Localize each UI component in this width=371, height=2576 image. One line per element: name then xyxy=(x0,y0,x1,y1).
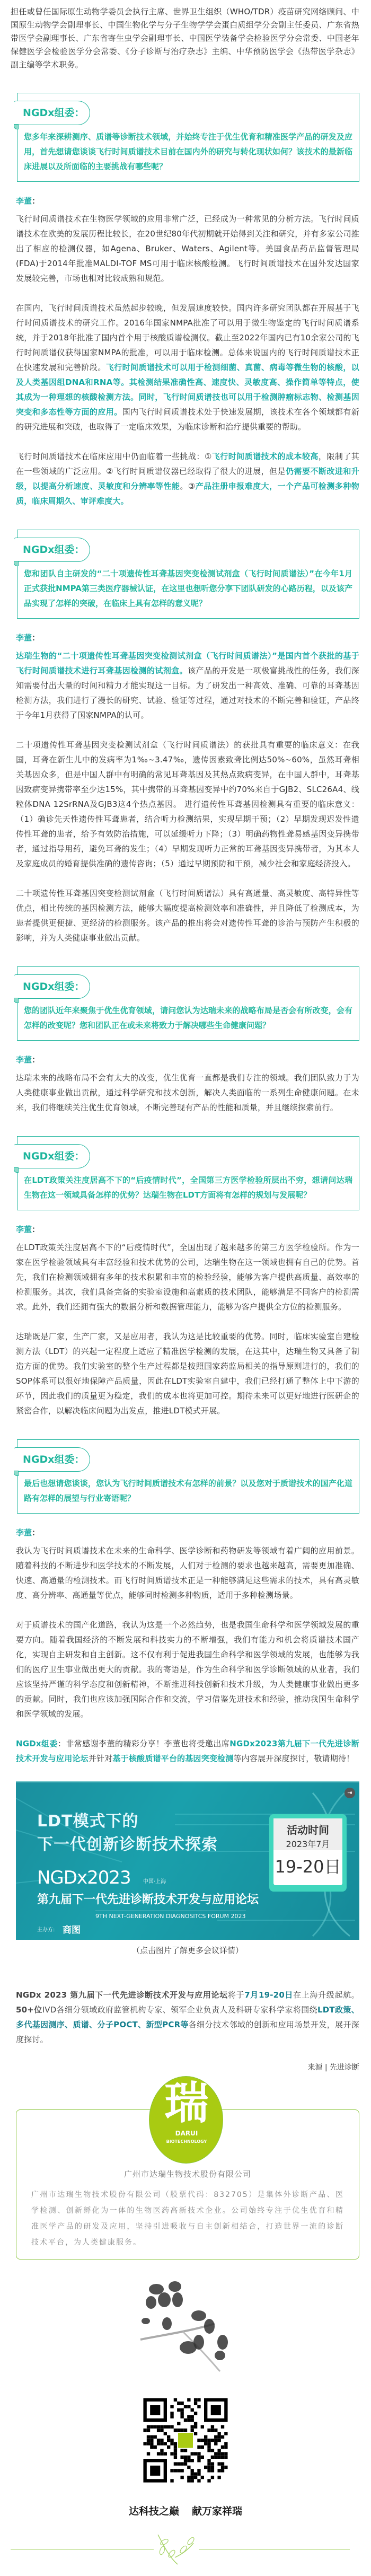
qr-module xyxy=(187,2459,190,2462)
qr-module xyxy=(191,2415,194,2418)
qr-module xyxy=(194,2402,197,2405)
tab-curl-decoration xyxy=(14,998,19,1003)
qr-module xyxy=(194,2452,197,2455)
qr-module xyxy=(224,2442,227,2445)
qr-module xyxy=(197,2456,200,2459)
paragraph xyxy=(16,212,359,286)
speaker-label xyxy=(16,194,359,208)
speaker-colon: ： xyxy=(32,1055,40,1065)
text-segment: 在国内，飞行时间质谱技术虽然起步较晚，但发展速度较快。国内许多研究团队都在开展基于飞行时间质谱技术的研究工作。2016年国家NMPA批准了可以用于微生物鉴定的飞行时间质谱系统，并于2018年批准了国内首个用于核酸质谱检测仪。截止至2022年国内已有10余家公司的飞行时间质谱仪获得国家NMPA的批准，可以用于临床检测。总体来说国内的飞行时间质谱技术正在快速发展和完善阶段。 xyxy=(16,303,359,372)
qr-module xyxy=(204,2442,207,2445)
qr-module xyxy=(178,2433,193,2448)
qr-module xyxy=(191,2429,194,2432)
qr-module xyxy=(217,2476,220,2479)
qr-module xyxy=(201,2439,204,2442)
text-segment: 国内飞行时间质谱技术处于快速发展期，该技术在各个领域都有新的研究进展和突破，也取得了一定临床效果，为临床诊断和治疗提供重要的帮助。 xyxy=(16,407,359,432)
qr-module xyxy=(214,2442,217,2445)
question-label-tab: NGDx组委： xyxy=(14,1144,90,1168)
qr-module xyxy=(191,2425,194,2428)
qr-module xyxy=(157,2452,160,2455)
qr-module xyxy=(167,2425,170,2428)
bio-paragraph xyxy=(11,5,359,72)
text-segment: IVD各细分领域政府监管机构专家、领军企业负责人及科研专家科学家将围绕 xyxy=(42,2005,317,2015)
qr-module xyxy=(164,2432,167,2435)
speaker-name: 李董 xyxy=(16,1055,32,1065)
qr-module xyxy=(150,2405,160,2415)
text-segment: 各细分技术邻域的创新和应用场景开发，展开深度探讨。 xyxy=(16,2020,360,2044)
qr-module xyxy=(147,2435,150,2438)
qr-module xyxy=(211,2469,214,2472)
leaf-branch-icon xyxy=(154,2534,196,2565)
qr-module xyxy=(170,2415,173,2418)
banner-caption: （点击图片了解更多会议详情） xyxy=(131,1946,243,1955)
event-days: 19-20日 xyxy=(275,1857,341,1877)
qr-module xyxy=(221,2466,224,2469)
slogan xyxy=(0,2503,371,2518)
qr-module xyxy=(194,2425,197,2428)
interview-question-box xyxy=(17,1136,359,1210)
qr-module xyxy=(184,2449,187,2452)
tab-curl-decoration xyxy=(14,561,19,566)
question-text: 您和团队自主研发的“二十项遗传性耳聋基因突变检测试剂盒（飞行时间质谱法）”在今年1月正式获批NMPA第三类医疗器械认证，在这里也想听您分享下团队研发的心路历程，以及该产品实现了怎样的突破，在临床上具有怎样的意义呢？ xyxy=(24,569,352,608)
qr-module xyxy=(197,2405,200,2408)
qr-module xyxy=(164,2425,167,2428)
qr-module xyxy=(184,2405,187,2408)
qr-module xyxy=(221,2446,224,2449)
qr-module xyxy=(170,2425,173,2428)
speaker-colon: ： xyxy=(32,196,40,206)
emphasized-text: LDT政策、多代基因测序、质谱、分子POCT、新型PCR等 xyxy=(16,2005,359,2029)
logo-character: 瑞 xyxy=(164,2077,209,2129)
qr-module xyxy=(187,2398,190,2401)
qr-module xyxy=(174,2469,177,2472)
qr-module xyxy=(217,2469,220,2472)
qr-module xyxy=(180,2476,183,2479)
qr-module xyxy=(150,2439,153,2442)
paragraph xyxy=(16,1543,359,1603)
qr-module xyxy=(217,2435,220,2438)
qr-module xyxy=(154,2446,157,2449)
qr-module xyxy=(197,2452,200,2455)
qr-module xyxy=(197,2398,200,2401)
interview-question-box xyxy=(17,966,359,1041)
text-segment: 达瑞未来的战略布局不会有太大的改变，优生优育一直都是我们专注的领域。我们团队致力于为人类健康事业做出贡献，通过科学研究和技术创新，解决人类面临的一系列生命健康问题。在未来，我们将继续关注优生优育领域，不断完善现有产品的性能和质量，并且继续探索前行。 xyxy=(16,1073,359,1112)
qr-module xyxy=(207,2462,210,2465)
qr-module xyxy=(167,2446,170,2449)
text-segment: 担任或曾任国际原生动物学委员会执行主席、世界卫生组织（WHO/TDR）疫苗研究网络顾问、中国原生动物学会副理事长、中国生物化学与分子生物学学会蛋白质组学分会副主任委员、广东省热带医学会副理事长、广东省寄生虫学会副理事长、中国医学装备学会检验医学分会常委、中国老年保健医学会检验医学分会常委、《分子诊断与治疗杂志》主编、中华预防医学会《热带医学杂志》副主编等学术职务。 xyxy=(11,7,359,69)
question-label-tab: NGDx组委： xyxy=(14,974,90,999)
qr-module xyxy=(180,2462,183,2465)
qr-module xyxy=(167,2435,170,2438)
qr-module xyxy=(197,2459,200,2462)
qr-module xyxy=(180,2429,183,2432)
qr-module xyxy=(184,2419,187,2422)
slogan-left: 达科技之巅 xyxy=(128,2505,179,2517)
text-segment: 在上海升级起航。 xyxy=(293,1990,359,2000)
company-description: 广州市达瑞生物技术股份有限公司（股票代码：832705）是集体外诊断产品、医学检测、创新孵化为一体的生物医药高新技术企业。公司始终专注于优生优育和精准医学产品的研发及应用，坚持引进吸收与自主创新相结合，打造世界一流的诊断技术平台，为人类健康服务。 xyxy=(31,2191,344,2247)
leaf-divider xyxy=(0,2534,371,2565)
qr-module xyxy=(207,2479,210,2482)
speaker-colon: ： xyxy=(32,1225,40,1234)
qr-module xyxy=(221,2469,224,2472)
qr-module xyxy=(217,2432,220,2435)
qr-module xyxy=(211,2449,214,2452)
qr-module xyxy=(194,2412,197,2415)
text-segment: 将于 xyxy=(227,1990,245,2000)
open-link-icon[interactable]: ⇥ xyxy=(344,1788,355,1798)
qr-module xyxy=(191,2469,194,2472)
slogan-right: 献万家祥瑞 xyxy=(192,2505,243,2517)
qr-module xyxy=(174,2446,177,2449)
qr-module xyxy=(197,2472,200,2475)
text-segment: 飞行时间质谱技术在生物医学领域的应用非常广泛，已经成为一种常见的分析方法。飞行时间质谱技术在欧美的发展历程比较长，在20世纪80年代初期就开始得到关注和研究，并有多家公司推出了相应的检测仪器，如Agena、Bruker、Waters、Agilent等。美国食品药品监督管理局(FDA)于2014年批准MALDI-TOF MS可用于临床核酸检测。飞行时间质谱技术在国外发达国家发展较完善，市场也相对比较成熟和规范。 xyxy=(16,214,359,283)
logo-text: DARUI xyxy=(175,2130,198,2137)
qr-module xyxy=(174,2442,177,2445)
highlighted-text: NGDx2023第九届下一代先进诊断技术开发与应用论坛 xyxy=(16,1739,360,1763)
company-name: 广州市达瑞生物技术股份有限公司 xyxy=(123,2169,251,2179)
qr-module xyxy=(204,2466,207,2469)
question-text: 在LDT政策关注度居高不下的“后疫情时代”，全国第三方医学检验所层出不穷，想请问达瑞生物在这一领域具备怎样的优势？达瑞生物在LDT方面将有怎样的规划与发展呢？ xyxy=(24,1175,352,1200)
highlighted-text: 仍需要不断改进和升级，以提高分析速度、灵敏度和分辨率等性能 xyxy=(16,467,359,491)
paragraph xyxy=(16,648,359,723)
interview-question-box xyxy=(17,530,359,619)
qr-module xyxy=(143,2429,146,2432)
banner-organizer-label: 主办方: xyxy=(37,1927,55,1933)
qr-module xyxy=(180,2402,183,2405)
paragraph xyxy=(16,1617,359,1721)
qr-code-icon[interactable] xyxy=(143,2385,228,2496)
qr-module xyxy=(143,2442,146,2445)
interview-question-box xyxy=(17,1439,359,1514)
qr-module xyxy=(217,2456,220,2459)
qr-module xyxy=(147,2439,150,2442)
qr-module xyxy=(217,2452,220,2455)
qr-module xyxy=(214,2452,217,2455)
qr-module xyxy=(221,2452,224,2455)
qr-module xyxy=(184,2456,187,2459)
qr-module xyxy=(197,2439,200,2442)
text-segment: 在LDT政策关注度居高不下的“后疫情时代”，全国出现了越来越多的第三方医学检验所。作为一家在医学检验领域具有丰富经验和技术优势的公司，达瑞生物在这一领域也拥有自己的优势。首先，我们在检测领域拥有多年的技术积累和丰富的检验经验，能够为客户提供高质量、高效率的检测服务。其次，我们具备完备的实验室设施和高素质的技术团队，能够满足不同客户的检测需求。此外，我们还拥有强大的数据分析和数据管理能力，能够为客户提供全方位的检测服务。 xyxy=(16,1243,359,1312)
qr-module xyxy=(177,2469,180,2472)
speaker-name: 李董 xyxy=(16,196,32,206)
qr-module xyxy=(177,2402,180,2405)
speaker-name: 李董 xyxy=(16,1528,32,1537)
footer xyxy=(0,2260,371,2565)
forum-intro-paragraph xyxy=(16,1988,359,2047)
banner-headline-2: 下一代创新诊断技术探索 xyxy=(37,1835,218,1854)
highlighted-text: 飞行时间质谱技术可以用于检测细菌、真菌、病毒等微生物的核酸，以及人类基因组DNA和RNA等。其检测结果准确性高、速度快、灵敏度高、操作简单等特点，使其成为一种理想的核酸检测方法。同时，飞行时间质谱技也可以用于检测肿瘤标志物、检测基因突变和多态性等方面的应用。 xyxy=(16,363,359,417)
qr-module xyxy=(160,2439,163,2442)
qr-module xyxy=(170,2442,173,2445)
question-label-tab: NGDx组委： xyxy=(14,538,90,562)
qr-module xyxy=(157,2442,160,2445)
qr-code[interactable] xyxy=(0,2385,371,2498)
divider-line-left xyxy=(11,2549,154,2550)
text-segment: 二十项遗传性耳聋基因突变检测试剂盒（飞行时间质谱法）具有高通量、高灵敏度、高特异性等优点，相比传统的基因检测方法，能够大幅度提高检测效率和准确性，并且降低了检测成本，为患者提供更便捷、更经济的检测服务。该产品的推出将会对遗传性耳聋的诊治与预防产生积极的影响，并为人类健康事业做出贡献。 xyxy=(16,889,359,943)
qr-module xyxy=(187,2476,190,2479)
qr-module xyxy=(164,2452,167,2455)
event-label: 活动时间 xyxy=(273,1818,342,1838)
qr-module xyxy=(157,2439,160,2442)
qr-module xyxy=(201,2425,204,2428)
qr-module xyxy=(170,2439,173,2442)
qr-module xyxy=(207,2449,210,2452)
qr-module xyxy=(221,2462,224,2465)
paragraph xyxy=(16,449,359,508)
speaker-name: 李董 xyxy=(16,633,32,643)
highlighted-text: 飞行时间质谱技术的成本较高 xyxy=(211,452,319,461)
banner-organizer: 商图 xyxy=(63,1925,81,1936)
qr-module xyxy=(207,2429,210,2432)
qr-module xyxy=(194,2472,197,2475)
qr-module xyxy=(194,2398,197,2401)
paragraph xyxy=(16,1070,359,1115)
qr-module xyxy=(197,2446,200,2449)
qr-module xyxy=(191,2479,194,2482)
qr-module xyxy=(150,2446,153,2449)
text-segment: 该产品的开发是一项极富挑战性的任务，我们深知需要付出大量的时间和精力才能实现这一目标。为了研发出一种高效、准确、可靠的耳聋基因检测方法，我们进行了漫长的研究、试验、验证等过程，通过对技术的不断完善和验证，产品终于今年1月获得了国家NMPA的认可。 xyxy=(16,666,360,720)
qr-module xyxy=(217,2462,220,2465)
qr-module xyxy=(191,2476,194,2479)
divider-line-right xyxy=(199,2549,350,2550)
qr-module xyxy=(214,2429,217,2432)
qr-module xyxy=(180,2412,183,2415)
qr-module xyxy=(224,2432,227,2435)
qr-module xyxy=(224,2466,227,2469)
qr-module xyxy=(211,2476,214,2479)
qr-module xyxy=(177,2429,180,2432)
qr-module xyxy=(160,2429,163,2432)
qr-module xyxy=(187,2415,190,2418)
speaker-label xyxy=(16,1222,359,1237)
speaker-colon: ： xyxy=(32,1528,40,1537)
text-segment: 我认为飞行时间质谱技术在未来的生命科学、医学诊断和药物研发等领域有着广阔的应用前景。随着科技的不断进步和医学技术的不断发展，人们对于检测的要求也越来越高，需要更加准确、快速、高通量的检测技术。而飞行时间质谱技术正是一种能够满足这些需求的技术，具有高灵敏度、高分辨率、高通量等优点，能够同时检测多种物质，适用于多种检测场景。 xyxy=(16,1546,359,1600)
qr-module xyxy=(191,2419,194,2422)
qr-module xyxy=(204,2435,207,2438)
qr-module xyxy=(160,2449,163,2452)
text-segment: 。③ xyxy=(180,481,196,491)
speaker-colon: ： xyxy=(32,633,40,643)
speaker-label xyxy=(16,630,359,645)
event-date-calendar xyxy=(269,1814,347,1892)
qr-module xyxy=(147,2429,150,2432)
qr-module xyxy=(157,2425,160,2428)
paragraph xyxy=(16,1736,359,1766)
qr-module xyxy=(221,2435,224,2438)
qr-module xyxy=(207,2442,210,2445)
qr-module xyxy=(184,2462,187,2465)
qr-module xyxy=(194,2422,197,2425)
highlighted-text: 基于核酸质谱平台的基因突变检测 xyxy=(112,1754,234,1763)
event-month: 2023年7月 xyxy=(273,1838,342,1850)
qr-module xyxy=(211,2429,214,2432)
qr-module xyxy=(147,2442,150,2445)
qr-module xyxy=(154,2425,157,2428)
text-segment: 对于质谱技术的国产化道路，我认为这是一个必然趋势，也是我国生命科学和医学领域发展的重要方向。随着我国经济的不断发展和科技实力的不断增强，我们有能力和机会将质谱技术国产化，实现自主研发和自主创新。这不仅有利于促进我国生命科学和医学领域的发展，也能够为我们的医疗卫生事业做出更大的贡献。我的寄语是，作为生命科学和医学诊断领域的从业者，我们应该坚持严谨的科学态度和创新精神，不断推进科技创新和技术升级，为人类健康事业做出更多的贡献。同时，我们也应该加强国际合作和交流，学习借鉴先进技术和经验，推动我国生命科学和医学领域的发展。 xyxy=(16,1620,359,1719)
qr-module xyxy=(150,2425,153,2428)
qr-module xyxy=(174,2449,177,2452)
question-label-tab: NGDx组委： xyxy=(14,1447,90,1472)
qr-module xyxy=(191,2459,194,2462)
paragraph xyxy=(16,1240,359,1314)
qr-module xyxy=(180,2415,183,2418)
qr-module xyxy=(217,2439,220,2442)
ink-flower-illustration xyxy=(135,2273,241,2379)
qr-module xyxy=(214,2439,217,2442)
qr-module xyxy=(207,2446,210,2449)
qr-module xyxy=(214,2435,217,2438)
emphasized-text: NGDx 2023 第九届下一代先进诊断技术开发与应用论坛 xyxy=(16,1990,228,2000)
qr-module xyxy=(180,2408,183,2412)
qr-module xyxy=(224,2446,227,2449)
qr-module xyxy=(211,2439,214,2442)
tab-curl-decoration xyxy=(14,1167,19,1173)
qr-module xyxy=(221,2425,224,2428)
qr-module xyxy=(194,2476,197,2479)
qr-module xyxy=(187,2466,190,2469)
qr-module xyxy=(150,2466,160,2476)
qr-module xyxy=(170,2479,173,2482)
text-segment: 并针对 xyxy=(88,1754,113,1763)
banner-forum-english: 9TH NEXT-GENERATION DIAGNOSITCS FORUM 2023 xyxy=(95,1911,246,1920)
banner-location: 中国·上海 xyxy=(143,1879,166,1885)
text-segment: 等内容展开深度探讨，敬请期待！ xyxy=(233,1754,355,1763)
qr-module xyxy=(211,2462,214,2465)
qr-module xyxy=(221,2456,224,2459)
tab-curl-decoration xyxy=(14,124,19,129)
qr-module xyxy=(180,2469,183,2472)
qr-module xyxy=(184,2459,187,2462)
qr-module xyxy=(187,2479,190,2482)
banner-forum-title: 第九届下一代先进诊断技术开发与应用论坛 xyxy=(37,1893,259,1906)
qr-module xyxy=(207,2469,210,2472)
qr-module xyxy=(214,2456,217,2459)
qr-module xyxy=(191,2452,194,2455)
highlighted-text: 达瑞生物的“二十项遗传性耳聋基因突变检测试剂盒（飞行时间质谱法）”是国内首个获批的基于飞行时间质谱技术进行耳聋基因检测的试剂盒。 xyxy=(16,651,359,675)
qr-module xyxy=(184,2429,187,2432)
question-text: 最后也想请您谈谈，您认为飞行时间质谱技术有怎样的前景？以及您对于质谱技术的国产化道路有怎样的展望与行业寄语呢？ xyxy=(24,1479,352,1503)
qr-module xyxy=(177,2408,180,2412)
qr-module xyxy=(187,2405,190,2408)
qr-module xyxy=(207,2439,210,2442)
text-segment: 二十项遗传性耳聋基因突变检测试剂盒（飞行时间质谱法）的获批具有重要的临床意义：在我国，耳聋在新生儿中的发病率为1‰~3.47‰，遗传因素致聋比例达50%~60%，虽然耳聋相关基因众多，但是中国人群中有明确的常见耳聋基因及其热点致病变异，在中国人群中，耳聋基因致病变异携带率至少达15%，其中携带的耳聋基因变异中约70%来自于GJB2、SLC26A4、线粒体DNA 12SrRNA及GJB3这4个热点基因。 进行遗传性耳聋基因检测具有重要的临床意义：（1）确诊先天性遗传性耳聋患者，结合听力检测结果，实现早期干预；（2）早期发现迟发性遗传性耳聋的患者，给予有效防治措施，可以延缓听力下降；（3）明确药物性聋易感基因变异携带者，通过指导用药，避免耳聋的发生；（4）早期发现听力正常的耳聋基因变异携带者，为其本人及家庭成员的婚育提供准确的遗传咨询；（5）通过早期预防和干预，减少社会和家庭经济投入。 xyxy=(16,740,359,868)
banner-brand: NGDx2023 xyxy=(37,1867,131,1888)
qr-module xyxy=(170,2412,173,2415)
qr-module xyxy=(197,2479,200,2482)
highlighted-text: NGDx组委 xyxy=(16,1739,58,1748)
paragraph xyxy=(16,301,359,434)
qr-module xyxy=(177,2462,180,2465)
emphasized-text: 50+位 xyxy=(16,2005,42,2015)
question-text: 您多年来深耕测序、质谱等诊断技术领域，并始终专注于优生优育和精准医学产品的研发及应用，首先想请您谈谈飞行时间质谱技术目前在国内外的研究与转化现状如何？该技术的最新临床进展以及所面临的主要挑战有哪些呢？ xyxy=(24,132,352,171)
speaker-label xyxy=(16,1525,359,1540)
qr-module xyxy=(150,2435,153,2438)
qr-module xyxy=(211,2456,214,2459)
forum-banner-image[interactable] xyxy=(16,1781,359,1940)
qr-module xyxy=(157,2429,160,2432)
interview-question-box xyxy=(17,93,359,182)
qr-module xyxy=(174,2429,177,2432)
qr-module xyxy=(191,2408,194,2412)
qr-module xyxy=(201,2476,204,2479)
qr-module xyxy=(211,2466,214,2469)
qr-module xyxy=(197,2469,200,2472)
qr-module xyxy=(177,2422,180,2425)
qr-module xyxy=(174,2452,177,2455)
qr-module xyxy=(207,2459,210,2462)
text-segment: ，限制了其在一些领域的广泛应用。②飞行时间质谱仪器已经取得了很大的进展，但是 xyxy=(16,452,359,476)
company-card xyxy=(16,2077,359,2260)
paragraph xyxy=(16,737,359,871)
qr-module xyxy=(201,2456,204,2459)
qr-module xyxy=(170,2469,173,2472)
qr-module xyxy=(174,2462,177,2465)
qr-module xyxy=(191,2472,194,2475)
logo-subtext: BIOTECHNOLOGY xyxy=(166,2139,207,2144)
qr-module xyxy=(154,2435,157,2438)
qr-module xyxy=(204,2439,207,2442)
qr-module xyxy=(174,2456,177,2459)
question-label-tab: NGDx组委： xyxy=(14,101,90,125)
qr-module xyxy=(187,2456,190,2459)
qr-module xyxy=(170,2405,173,2408)
qr-module xyxy=(174,2398,177,2401)
qr-module xyxy=(150,2442,153,2445)
paragraph xyxy=(16,886,359,945)
source-credit: 来源 | 先进诊断 xyxy=(307,2063,359,2072)
speaker-name: 李董 xyxy=(16,1225,32,1234)
qr-module xyxy=(224,2452,227,2455)
qr-module xyxy=(164,2442,167,2445)
qr-module xyxy=(170,2452,173,2455)
qr-module xyxy=(211,2405,221,2415)
text-segment: 达瑞既是厂家，生产厂家，又是应用者，我认为这是比较重要的优势。同时，临床实验室自建检测方法（LDT）的兴起一定程度上适应了精准医学检测的发展，在这其中，达瑞生物又具备了制造方面的优势。我们实验室的整个生产过程都是按照国家药监局相关的指导原则进行的，我们的SOP体系可以很好地保障产品质量，因此在LDT实验室自建中，我们已经打通了整体上中下游的环节，因此我们的质量更为稳定，我们的成本也将更加可控。期待未来可以更好地进行医研企的紧密合作，以解决临床问题为出发点，推进LDT模式开展。 xyxy=(16,1332,359,1416)
company-logo xyxy=(149,2076,223,2164)
qr-module xyxy=(187,2419,190,2422)
tab-curl-decoration xyxy=(14,1471,19,1476)
qr-module xyxy=(147,2452,150,2455)
qr-module xyxy=(160,2425,163,2428)
qr-module xyxy=(147,2425,150,2428)
qr-module xyxy=(167,2439,170,2442)
qr-module xyxy=(180,2456,183,2459)
paragraph xyxy=(16,1329,359,1418)
qr-module xyxy=(211,2425,214,2428)
question-text: 您的团队近年来聚焦于优生优育领域，请问您认为达瑞未来的战略布局是否会有所改变，会有怎样的改变呢？您和团队正在或未来将致力于解决哪些生命健康问题？ xyxy=(24,1006,352,1030)
banner-headline-1: LDT模式下的 xyxy=(37,1812,139,1831)
qr-module xyxy=(194,2432,197,2435)
qr-module xyxy=(180,2449,183,2452)
text-segment: ：非常感谢李董的精彩分享！李董也将受邀出席 xyxy=(57,1739,230,1748)
text-segment: 飞行时间质谱技术在临床应用中仍面临着一些挑战：① xyxy=(16,452,212,461)
qr-module xyxy=(217,2449,220,2452)
qr-module xyxy=(160,2442,163,2445)
speaker-label xyxy=(16,1052,359,1067)
emphasized-text: 7月19-20日 xyxy=(244,1990,294,2000)
qr-module xyxy=(201,2446,204,2449)
qr-module xyxy=(160,2452,163,2455)
qr-module xyxy=(224,2456,227,2459)
qr-module xyxy=(207,2466,210,2469)
highlighted-text: 产品注册申报难度大，一个产品可检测多种物质，临床周期久、审评难度大。 xyxy=(16,481,359,506)
